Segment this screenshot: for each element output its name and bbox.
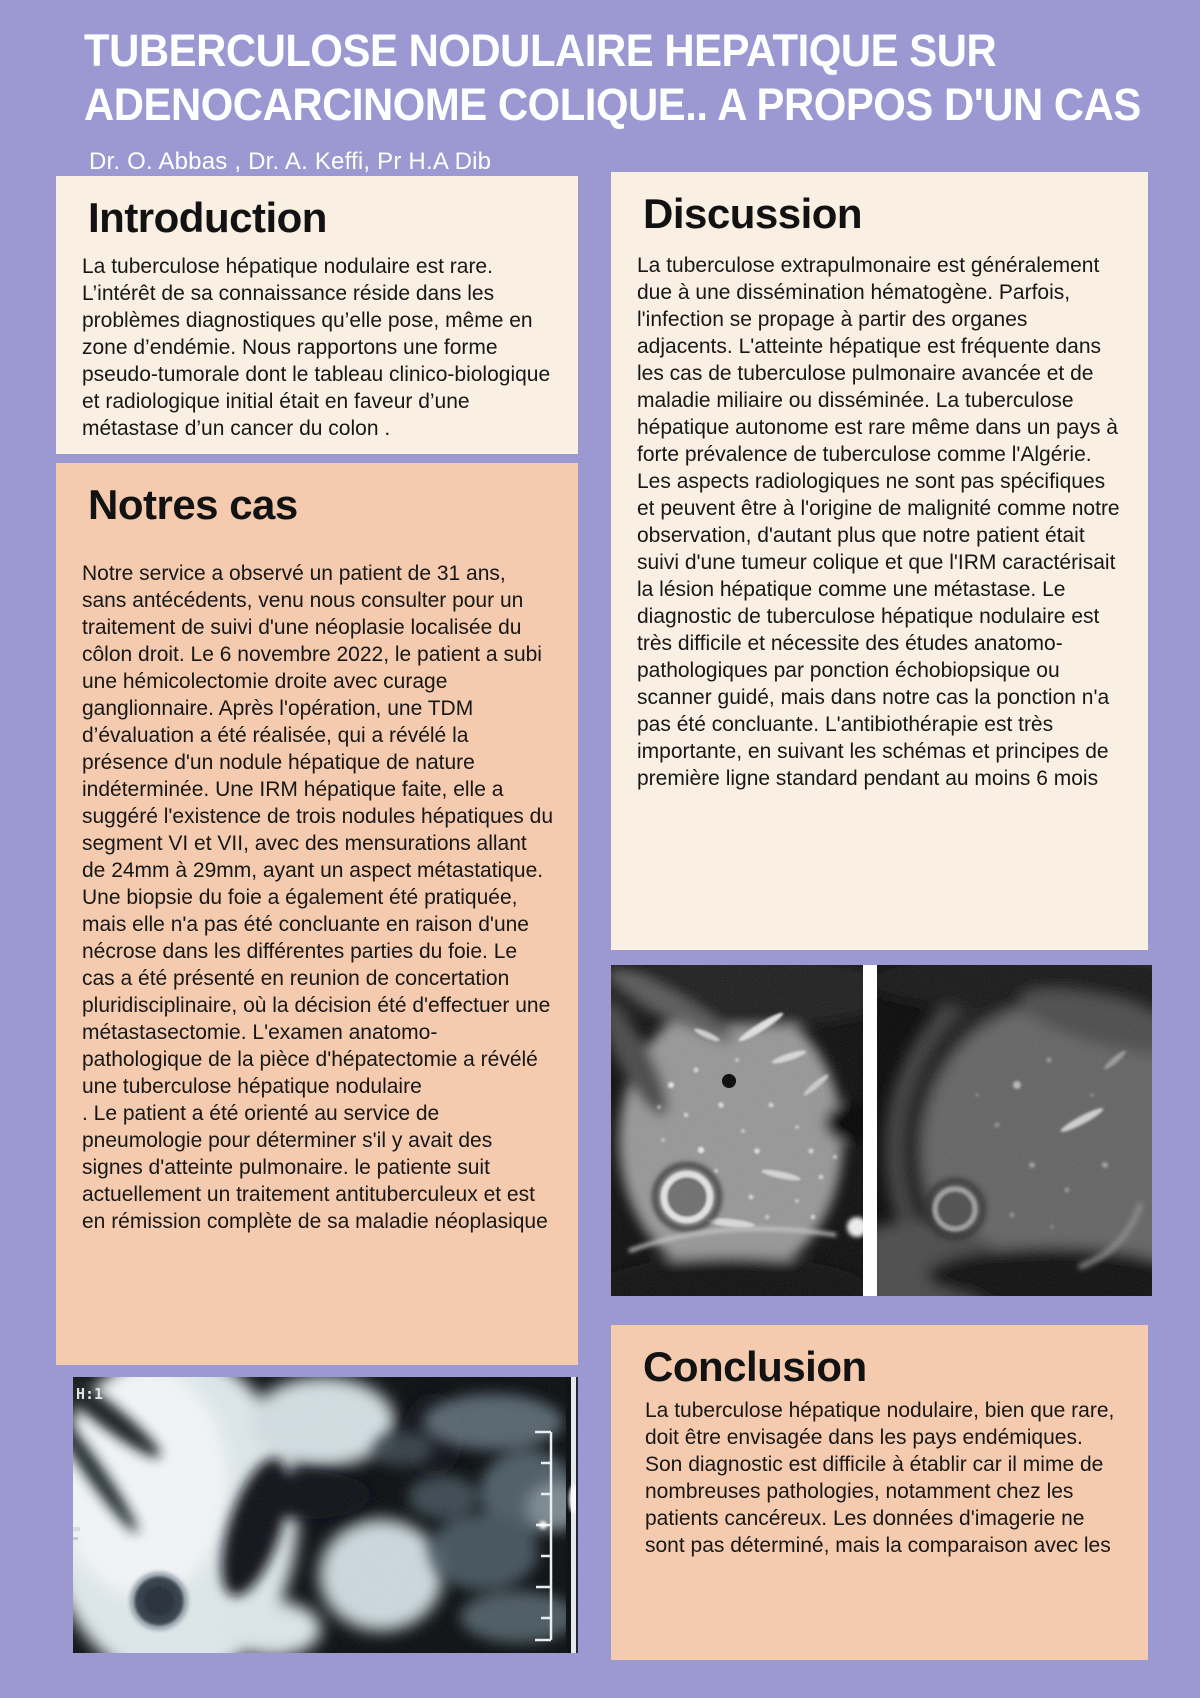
introduction-body: La tuberculose hépatique nodulaire est rare. L’intérêt de sa connaissance réside dans les problèmes diagnostiques qu’elle pose, même en zone d’endémie. Nous rapportons une forme pseudo-tumorale dont le tableau clinico-biologique et radiologique initial était en faveur d’une métastase d’un cancer du colon . <box>82 255 551 441</box>
mri-axial-image <box>73 1377 578 1653</box>
conclusion-heading: Conclusion <box>643 1343 867 1390</box>
mri-pair-left-image <box>611 965 863 1296</box>
section-conclusion <box>611 1325 1148 1660</box>
mri-comparison-pair <box>611 965 1152 1296</box>
mri-pair-right-graphic <box>877 965 1152 1296</box>
introduction-heading: Introduction <box>88 194 327 241</box>
poster-title <box>84 24 1200 132</box>
mri-pair-right-image <box>877 965 1152 1296</box>
poster-title-line1: TUBERCULOSE NODULAIRE HEPATIQUE SUR <box>84 25 997 76</box>
section-introduction <box>56 176 578 454</box>
poster-authors: Dr. O. Abbas , Dr. A. Keffi, Pr H.A Dib <box>89 148 492 175</box>
discussion-heading: Discussion <box>643 190 863 237</box>
conclusion-body: La tuberculose hépatique nodulaire, bien que rare, doit être envisagée dans les pays endémiques. Son diagnostic est difficile à établir car il mime de nombreuses pathologies, notamment chez les patients cancéreux. Les données d'imagerie ne sont pas déterminé, mais la comparaison avec les <box>645 1399 1115 1558</box>
poster-title-line2: ADENOCARCINOME COLIQUE.. A PROPOS D'UN CAS <box>84 79 1141 130</box>
mri-orientation-label: H:1 <box>76 1385 104 1403</box>
discussion-body: La tuberculose extrapulmonaire est généralement due à une dissémination hématogène. Parfois, l'infection se propage à partir des organes adjacents. L'atteinte hépatique est fréquente dans les cas de tuberculose pulmonaire avancée et de maladie miliaire ou disséminée. La tuberculose hépatique autonome est rare même dans un pays à forte prévalence de tuberculose comme l'Algérie. Les aspects radiologiques ne sont pas spécifiques et peuvent être à l'origine de malignité comme notre observation, d'autant plus que notre patient était suivi d'une tumeur colique et que l'IRM caractérisait la lésion hépatique comme une métastase. Le diagnostic de tuberculose hépatique nodulaire est très difficile et nécessite des études anatomo-pathologiques par ponction échobiopsique ou scanner guidé, mais dans notre cas la ponction n'a pas été concluante. L'antibiothérapie est très importante, en suivant les schémas et principes de première ligne standard pendant au moins 6 mois <box>637 254 1120 791</box>
section-discussion <box>611 172 1148 950</box>
mri-axial-graphic <box>73 1377 578 1653</box>
cases-body: Notre service a observé un patient de 31 ans, sans antécédents, venu nous consulter pour un traitement de suivi d'une néoplasie localisée du côlon droit. Le 6 novembre 2022, le patient a subi une hémicolectomie droite avec curage ganglionnaire. Après l'opération, une TDM d’évaluation a été réalisée, qui a révélé la présence d'un nodule hépatique de nature indéterminée. Une IRM hépatique faite, elle a suggéré l'existence de trois nodules hépatiques du segment VI et VII, avec des mensurations allant de 24mm à 29mm, ayant un aspect métastatique. Une biopsie du foie a également été pratiquée, mais elle n'a pas été concluante en raison d'une nécrose dans les différentes parties du foie. Le cas a été présenté en reunion de concertation pluridisciplinaire, où la décision été d'effectuer une métastasectomie. L'examen anatomo-pathologique de la pièce d'hépatectomie a révélé une tuberculose hépatique nodulaire . Le patient a été orienté au service de pneumologie pour déterminer s'il y avait des signes d'atteinte pulmonaire. le patiente suit actuellement un traitement antituberculeux et est en rémission complète de sa maladie néoplasique <box>82 562 553 1234</box>
section-cases <box>56 463 578 1365</box>
mri-pair-left-graphic <box>611 965 863 1296</box>
cases-heading: Notres cas <box>88 481 298 528</box>
